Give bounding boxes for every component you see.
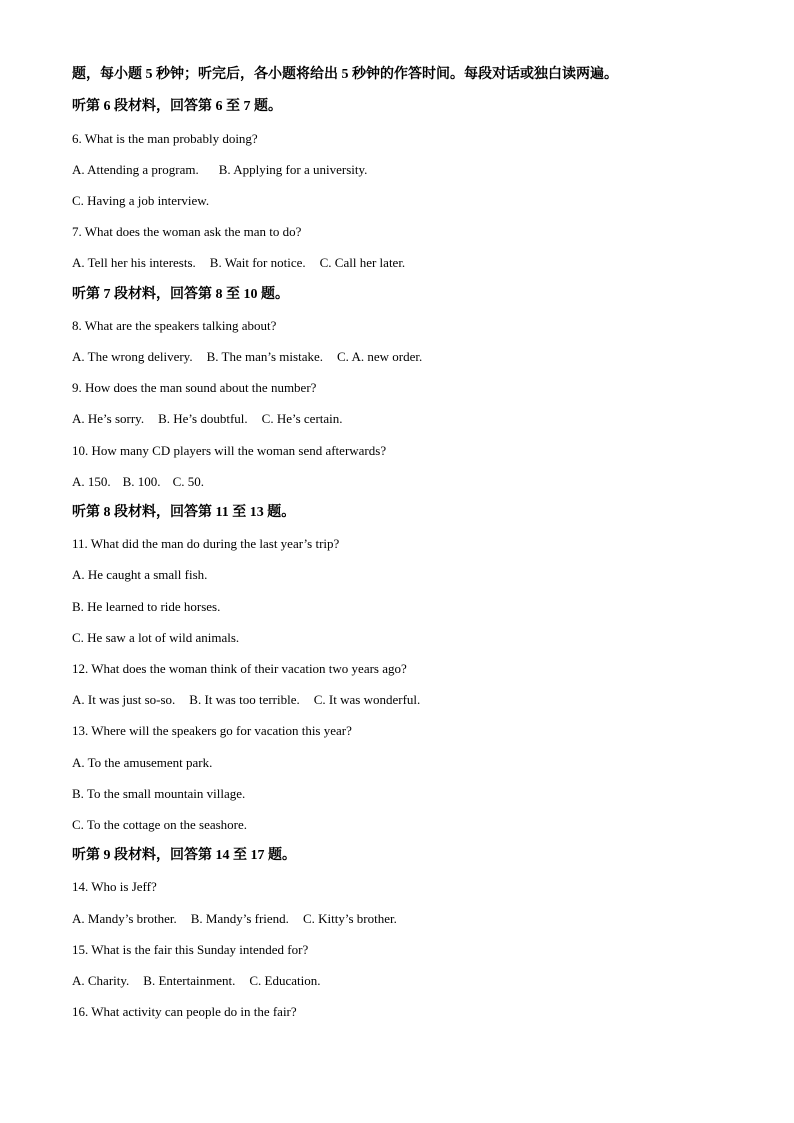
- option-9a: A. He’s sorry.: [72, 411, 145, 426]
- option-15a: A. Charity.: [72, 973, 130, 988]
- option-13a: A. To the amusement park.: [72, 755, 213, 770]
- question-16: 16. What activity can people do in the fair?: [72, 1004, 297, 1019]
- option-13b: B. To the small mountain village.: [72, 786, 246, 801]
- option-12a: A. It was just so-so.: [72, 692, 176, 707]
- question-9: 9. How does the man sound about the number?: [72, 380, 317, 395]
- option-11a: A. He caught a small fish.: [72, 567, 208, 582]
- question-14: 14. Who is Jeff?: [72, 879, 157, 894]
- question-15: 15. What is the fair this Sunday intended for?: [72, 942, 309, 957]
- question-7: 7. What does the woman ask the man to do?: [72, 224, 302, 239]
- option-11c: C. He saw a lot of wild animals.: [72, 630, 240, 645]
- question-13: 13. Where will the speakers go for vacation this year?: [72, 723, 352, 738]
- option-9b: B. He’s doubtful.: [158, 411, 248, 426]
- options-row-9: [72, 410, 343, 428]
- option-7c: C. Call her later.: [319, 255, 406, 270]
- options-row-8: [72, 348, 422, 366]
- option-15b: B. Entertainment.: [143, 973, 236, 988]
- options-row-6a: [72, 161, 367, 179]
- option-9c: C. He’s certain.: [261, 411, 343, 426]
- option-6b: B. Applying for a university.: [218, 162, 368, 177]
- option-14a: A. Mandy’s brother.: [72, 911, 177, 926]
- question-8: 8. What are the speakers talking about?: [72, 318, 277, 333]
- option-10b: B. 100.: [122, 474, 161, 489]
- options-row-15: [72, 972, 321, 990]
- section-heading-8: 听第 8 段材料，回答第 11 至 13 题。: [72, 505, 296, 520]
- section-heading-6: 听第 6 段材料，回答第 6 至 7 题。: [72, 99, 282, 114]
- section-heading-9: 听第 9 段材料，回答第 14 至 17 题。: [72, 848, 296, 863]
- options-row-14: [72, 910, 397, 928]
- option-12b: B. It was too terrible.: [189, 692, 300, 707]
- option-8b: B. The man’s mistake.: [206, 349, 323, 364]
- option-14c: C. Kitty’s brother.: [302, 911, 397, 926]
- question-11: 11. What did the man do during the last year’s trip?: [72, 536, 340, 551]
- option-7b: B. Wait for notice.: [209, 255, 306, 270]
- option-13c: C. To the cottage on the seashore.: [72, 817, 248, 832]
- option-12c: C. It was wonderful.: [313, 692, 421, 707]
- option-10a: A. 150.: [72, 474, 111, 489]
- options-row-10: [72, 473, 204, 491]
- option-6a: A. Attending a program.: [72, 162, 199, 177]
- question-6: 6. What is the man probably doing?: [72, 131, 258, 146]
- option-14b: B. Mandy’s friend.: [190, 911, 289, 926]
- options-row-7: [72, 254, 405, 272]
- question-12: 12. What does the woman think of their vacation two years ago?: [72, 661, 407, 676]
- option-11b: B. He learned to ride horses.: [72, 599, 221, 614]
- option-10c: C. 50.: [172, 474, 204, 489]
- option-7a: A. Tell her his interests.: [72, 255, 196, 270]
- instructions-text: 题，每小题 5 秒钟；听完后，各小题将给出 5 秒钟的作答时间。每段对话或独白读两遍。: [72, 67, 618, 82]
- question-10: 10. How many CD players will the woman send afterwards?: [72, 443, 387, 458]
- options-row-12: [72, 691, 420, 709]
- section-heading-7: 听第 7 段材料，回答第 8 至 10 题。: [72, 287, 289, 302]
- option-8a: A. The wrong delivery.: [72, 349, 193, 364]
- option-6c: C. Having a job interview.: [72, 193, 210, 208]
- option-8c: C. A. new order.: [336, 349, 423, 364]
- option-15c: C. Education.: [249, 973, 321, 988]
